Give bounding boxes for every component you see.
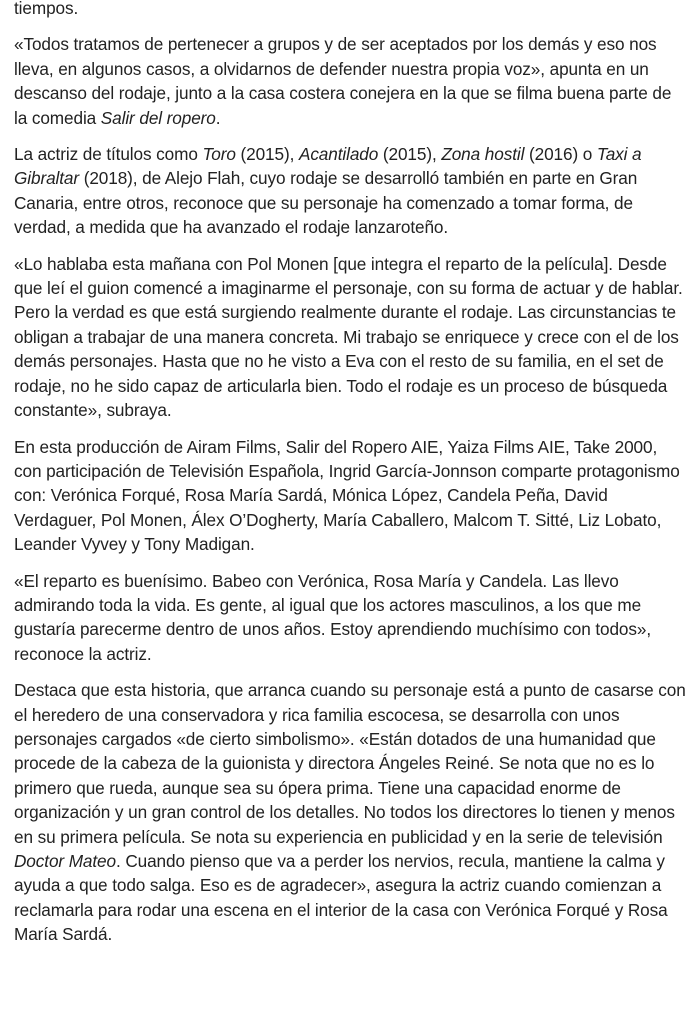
- paragraph-continuation: [14, 0, 688, 20]
- paragraph-text: Destaca que esta historia, que arranca cuando su personaje está a punto de casarse con el heredero de una conservadora y rica familia escocesa, se desarrolla con unos personajes cargados «de cierto simbolismo». «Están dotados de una humanidad que procede de la cabeza de la guionista y directora Ángeles Reiné. Se nota que no es lo primero que rueda, aunque sea su ópera prima. Tiene una capacidad enorme de organización y un gran control de los detalles. No todos los directores lo tienen y menos en su primera película. Se nota su experiencia en publicidad y en la serie de televisión: [14, 680, 686, 847]
- film-title-italic: Taxi a Gibraltar: [14, 144, 642, 189]
- series-title-italic: Doctor Mateo: [14, 851, 116, 871]
- paragraph-text: (2018), de Alejo Flah, cuyo rodaje se desarrolló también en parte en Gran Canaria, entre otros, reconoce que su personaje ha comenzado a tomar forma, de verdad, a medida que ha avanzado el rodaje lanzaroteño.: [14, 168, 638, 238]
- paragraph-director: [14, 678, 688, 946]
- paragraph-quote-character: [14, 252, 688, 423]
- film-title-italic: Zona hostil: [441, 144, 525, 165]
- paragraph-text: (2016) o: [524, 144, 597, 165]
- paragraph-quote-voice: [14, 32, 688, 130]
- paragraph-filmography: [14, 142, 688, 240]
- film-title-italic: Toro: [202, 144, 236, 165]
- paragraph-quote-cast: [14, 569, 688, 667]
- paragraph-text: . Cuando pienso que va a perder los nervios, recula, mantiene la calma y ayuda a que todo salga. Eso es de agradecer», asegura la actriz cuando comienzan a reclamarla para rodar una escena en el interior de la casa con Verónica Forqué y Rosa María Sardá.: [14, 851, 668, 945]
- paragraph-text: (2015),: [378, 144, 442, 165]
- paragraph-text: «El reparto es buenísimo. Babeo con Verónica, Rosa María y Candela. Las llevo admirando toda la vida. Es gente, al igual que los actores masculinos, a los que me gustaría parecerme dentro de unos años. Estoy aprendiendo muchísimo con todos», reconoce la actriz.: [14, 570, 652, 664]
- paragraph-text: (2015),: [235, 144, 299, 165]
- paragraph-text: En esta producción de Airam Films, Salir del Ropero AIE, Yaiza Films AIE, Take 2000, con participación de Televisión Española, Ingrid García-Jonnson comparte protagonismo con: Verónica Forqué, Rosa María Sardá, Mónica López, Candela Peña, David Verdaguer, Pol Monen, Álex O’Dogherty, María Caballero, Malcom T. Sitté, Liz Lobato, Leander Vyvey y Tony Madigan.: [14, 436, 680, 555]
- paragraph-text: .: [215, 107, 221, 128]
- film-title-italic: Acantilado: [298, 144, 379, 165]
- film-title-italic: Salir del ropero: [100, 107, 216, 128]
- paragraph-text: «Todos tratamos de pertenecer a grupos y de ser aceptados por los demás y eso nos lleva, en algunos casos, a olvidarnos de defender nuestra propia voz», apunta en un descanso del rodaje, junto a la casa costera conejera en la que se filma buena parte de la comedia: [14, 34, 672, 128]
- article-body: [14, 0, 688, 959]
- paragraph-text: La actriz de títulos como: [14, 144, 203, 165]
- paragraph-text: «Lo hablaba esta mañana con Pol Monen [que integra el reparto de la película]. Desde que leí el guion comencé a imaginarme el personaje, con su forma de actuar y de hablar. Pero la verdad es que está surgiendo realmente durante el rodaje. Las circunstancias te obligan a trabajar de una manera concreta. Mi trabajo se enriquece y crece con el de los demás personajes. Hasta que no he visto a Eva con el resto de su familia, en el set de rodaje, no he sido capaz de articularla bien. Todo el rodaje es un proceso de búsqueda constante», subraya.: [14, 253, 683, 421]
- paragraph-text: tiempos.: [14, 0, 79, 18]
- paragraph-production-cast: [14, 435, 688, 557]
